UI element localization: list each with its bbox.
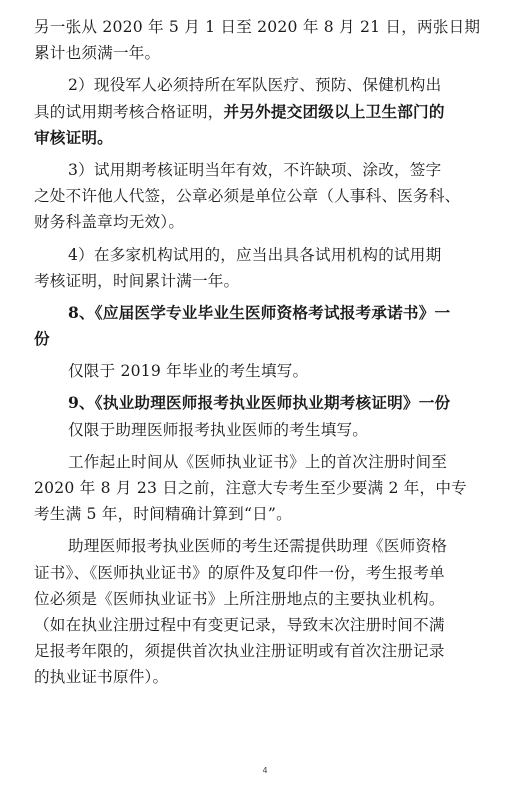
- text-line: 助理医师报考执业医师的考生还需提供助理《医师资格: [68, 537, 448, 556]
- text-line: [34, 99, 500, 125]
- section-heading: 9、《执业助理医师报考执业医师执业期考核证明》一份: [68, 393, 451, 413]
- text-span: 具的试用期考核合格证明，: [34, 102, 224, 121]
- text-line: 另一张从 2020 年 5 月 1 日至 2020 年 8 月 21 日，两张日期: [34, 18, 481, 36]
- bold-text-span: 并另外提交团级以上卫生部门的: [223, 101, 445, 121]
- text-line: 累计也须满一年。: [34, 44, 161, 63]
- page-number: 4: [262, 766, 268, 775]
- text-line: 的执业证书原件）。: [34, 668, 169, 687]
- text-line: 仅限于 2019 年毕业的考生填写。: [68, 362, 309, 381]
- text-line: 足报考年限的，须提供首次执业注册证明或有首次注册记录: [34, 642, 445, 661]
- text-line: 财务科盖章均无效）。: [34, 213, 185, 232]
- section-heading: 8、《应届医学专业毕业生医师资格考试报考承诺书》一: [68, 302, 451, 322]
- text-line: 考生满 5 年，时间精确计算到“日”。: [34, 505, 292, 524]
- text-line: 4）在多家机构试用的，应当出具各试用机构的试用期: [68, 245, 442, 264]
- text-line: 2020 年 8 月 23 日之前，注意大专考生至少要满 2 年，中专: [34, 479, 467, 497]
- text-line: 考核证明，时间累计满一年。: [34, 271, 240, 290]
- text-line: 位必须是《医师执业证书》上所注册地点的主要执业机构。: [34, 589, 445, 608]
- section-heading: 份: [34, 329, 50, 349]
- text-line: （如在执业注册过程中有变更记录，导致末次注册时间不满: [34, 615, 445, 634]
- text-line: 之处不许他人代签，公章必须是单位公章（人事科、医务科、: [34, 187, 461, 206]
- text-line: 3）试用期考核证明当年有效，不许缺项、涂改，签字: [68, 160, 442, 179]
- bold-text-line: 审核证明。: [34, 127, 113, 147]
- text-line: 工作起止时间从《医师执业证书》上的首次注册时间至: [68, 452, 448, 471]
- text-line: 2）现役军人必须持所在军队医疗、预防、保健机构出: [68, 76, 442, 95]
- text-line: 证书》、《医师执业证书》的原件及复印件一份，考生报考单: [34, 563, 445, 582]
- text-line: 仅限于助理医师报考执业医师的考生填写。: [68, 420, 369, 439]
